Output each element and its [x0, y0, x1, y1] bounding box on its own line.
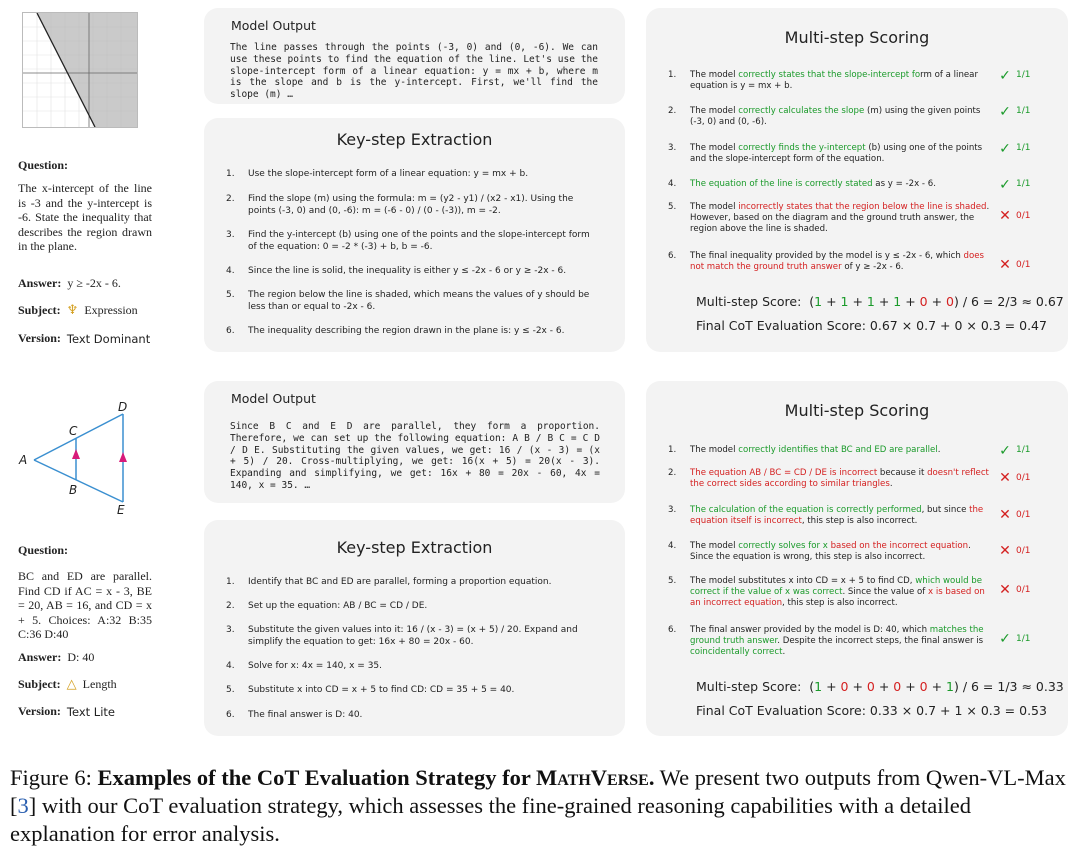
scoring-step: 2. The equation AB / BC = CD / DE is incorrect because it doesn't reflect the correct sides according to similar triangles. ✕ 0/1	[668, 468, 1046, 490]
correct-highlight: correctly identifies that BC and ED are parallel	[738, 445, 938, 455]
example2-extraction-panel	[204, 520, 625, 736]
vertex-label-a: A	[19, 453, 28, 467]
plain-text: The final answer provided by the model is D: 40, which	[690, 625, 930, 635]
subject-value: Expression	[84, 302, 138, 317]
final-cot-score: Final CoT Evaluation Score: 0.67 × 0.7 + 0 × 0.3 = 0.47	[696, 318, 1047, 333]
cross-icon: ✕	[999, 582, 1011, 598]
check-icon: ✓	[999, 443, 1011, 459]
scoring-step: 3. The calculation of the equation is correctly performed, but since the equation itself is incorrect, this step is also incorrect. ✕ 0/1	[668, 505, 1046, 527]
example2-question-text: BC and ED are parallel. Find CD if AC = x - 3, BE = 20, AB = 16, and CD = x + 5. Choices: A:32 B:35 C:36 D:40	[18, 569, 152, 641]
scoring-title: Multi-step Scoring	[784, 28, 930, 47]
extraction-step: 4. Since the line is solid, the inequality is either y ≤ -2x - 6 or y ≥ -2x - 6.	[226, 266, 567, 276]
plain-text: .	[937, 445, 941, 455]
model-output-title: Model Output	[231, 391, 316, 406]
cross-icon: ✕	[999, 257, 1011, 273]
extraction-step: 3. Find the y-intercept (b) using one of the points and the slope-intercept form of the equation: 0 = -2 * (-3) + b, b = -6.	[226, 230, 590, 252]
plain-text: . Since the equation is wrong, this step is also incorrect.	[690, 541, 971, 562]
scoring-step: 6. The final answer provided by the model is D: 40, which matches the ground truth answer. Despite the incorrect steps, the final answer is coincidentally correct. ✓ 1/1	[668, 625, 1046, 657]
version-value: Text Dominant	[66, 331, 151, 346]
subject-label: Subject:	[18, 676, 61, 691]
extraction-title: Key-step Extraction	[336, 538, 493, 557]
version-label: Version:	[18, 704, 61, 718]
scoring-step: 2. The model correctly calculates the slope (m) using the given points (-3, 0) and (0, -6). ✓ 1/1	[668, 106, 1046, 128]
example2-subject	[18, 676, 117, 692]
example1-scoring-panel	[646, 8, 1068, 352]
length-icon: △	[66, 676, 77, 691]
cross-icon: ✕	[999, 507, 1011, 523]
plain-text: .	[782, 646, 786, 657]
check-icon: ✓	[999, 68, 1011, 84]
extraction-title: Key-step Extraction	[336, 130, 493, 149]
scoring-step: 6. The final inequality provided by the model is y ≤ -2x - 6, which does not match the ground truth answer of y ≥ -2x - 6. ✕ 0/1	[668, 251, 1046, 273]
example1-question-label: Question:	[18, 158, 69, 172]
multi-step-score: Multi-step Score: (1 + 0 + 0 + 0 + 0 + 1) / 6 = 1/3 ≈ 0.33	[696, 679, 1064, 694]
version-label: Version:	[18, 331, 61, 345]
scoring-step: 4. The model correctly solves for x based on the incorrect equation. Since the equation is wrong, this step is also incorrect. ✕ 0/1	[668, 541, 1046, 563]
scoring-step: 1. The model correctly identifies that BC and ED are parallel. ✓ 1/1	[668, 445, 1046, 457]
step-score: 1/1	[1016, 179, 1031, 189]
vertex-label-c: C	[69, 424, 78, 438]
subject-label: Subject:	[18, 302, 61, 317]
incorrect-highlight: The equation AB / BC = CD / DE is incorrect	[690, 468, 878, 478]
vertex-label-d: D	[118, 400, 128, 414]
scoring-step: 3. The model correctly finds the y-intercept (b) using one of the points and the slope-intercept form of the equation. ✓ 1/1	[668, 143, 1046, 165]
answer-value: y ≥ -2x - 6.	[67, 276, 121, 290]
step-score: 1/1	[1016, 106, 1031, 116]
check-icon: ✓	[999, 631, 1011, 647]
step-score: 0/1	[1016, 546, 1031, 556]
answer-label: Answer:	[18, 276, 62, 290]
cross-icon: ✕	[999, 208, 1011, 224]
incorrect-highlight: x is based on an incorrect equation	[690, 586, 985, 608]
multi-step-score: Multi-step Score: (1 + 1 + 1 + 1 + 0 + 0) / 6 = 2/3 ≈ 0.67	[696, 294, 1064, 309]
example2-model-output-panel	[204, 381, 625, 503]
example2-diagram	[18, 398, 142, 516]
cross-icon: ✕	[999, 543, 1011, 559]
step-score: 0/1	[1016, 260, 1031, 270]
example1-graph	[22, 12, 138, 128]
extraction-step: 2. Set up the equation: AB / BC = CD / DE.	[226, 601, 428, 611]
extraction-step: 6. The final answer is D: 40.	[226, 710, 363, 720]
incorrect-highlight: the equation itself is incorrect	[690, 505, 984, 526]
figure-caption: Figure 6: Examples of the CoT Evaluation Strategy for MathVerse. We present two outputs from Qwen-VL-Max [3] with our CoT evaluation strategy, which assesses the fine-grained reasoning capabilities with a detailed explanation for error analysis.	[10, 765, 1066, 846]
example1-extraction-panel	[204, 118, 625, 352]
caption-title: Examples of the CoT Evaluation Strategy for MathVerse.	[97, 765, 655, 790]
plain-text: .	[889, 478, 893, 489]
answer-value: D: 40	[67, 650, 95, 664]
step-score: 1/1	[1016, 70, 1031, 80]
extraction-step: 1. Identify that BC and ED are parallel, forming a proportion equation.	[226, 577, 552, 587]
incorrect-highlight: based on the incorrect equation	[830, 541, 969, 551]
correct-highlight: coincidentally correct	[690, 646, 783, 657]
example2-version	[18, 704, 115, 719]
example1-version	[18, 331, 150, 346]
scoring-step: 4. The equation of the line is correctly stated as y = -2x - 6. ✓ 1/1	[668, 179, 1046, 191]
example1-model-output-panel	[204, 8, 625, 104]
plain-text: because it	[877, 468, 928, 478]
plain-text: , but since	[921, 505, 970, 515]
expression-icon: ♆	[66, 302, 79, 317]
step-score: 0/1	[1016, 585, 1031, 595]
plain-text: The model	[690, 541, 739, 551]
scoring-title: Multi-step Scoring	[784, 401, 930, 420]
plain-text: , this step is also incorrect.	[801, 515, 918, 526]
plain-text: . Despite the incorrect steps, the final answer is	[777, 635, 984, 646]
step-score: 0/1	[1016, 211, 1031, 221]
figure-label: Figure 6:	[10, 765, 92, 790]
correct-highlight: correctly solves for x	[738, 541, 828, 551]
plain-text: , this step is also incorrect.	[782, 597, 898, 608]
step-score: 1/1	[1016, 143, 1031, 153]
step-score: 1/1	[1016, 445, 1031, 455]
cross-icon: ✕	[999, 470, 1011, 486]
example1-subject	[18, 302, 138, 318]
step-score: 0/1	[1016, 510, 1031, 520]
example1-answer	[18, 276, 121, 291]
answer-label: Answer:	[18, 650, 62, 664]
version-value: Text Lite	[66, 704, 115, 719]
correct-highlight: which would be correct if the value of x was correct	[690, 576, 983, 597]
extraction-step: 5. The region below the line is shaded, which means the values of y should be less than or equal to -2x - 6.	[226, 290, 590, 312]
example2-scoring-panel	[646, 381, 1068, 736]
model-output-text: The line passes through the points (-3, 0) and (0, -6). We can use these points to find the equation of the line. Let's use the slope-intercept form of a linear equation: y = mx + b, where m is the slope and b is the y-intercept. First, we'll find the slope (m) …	[230, 42, 598, 101]
vertex-label-b: B	[69, 483, 78, 497]
check-icon: ✓	[999, 141, 1011, 157]
plain-text: The model	[690, 445, 739, 455]
extraction-step: 6. The inequality describing the region drawn in the plane is: y ≤ -2x - 6.	[226, 326, 565, 336]
correct-highlight: The calculation of the equation is correctly performed	[690, 505, 922, 515]
model-output-text: Since B C and E D are parallel, they form a proportion. Therefore, we can set up the following equation: A B / B C = C D / D E. Substituting the given values, we get: 16 / (x - 3) = (x + 5) / 20. Cross-multiplying, we get: 16(x + 5) = 20(x - 3). Expanding and simplifying, we get: 16x + 80 = 20x - 60, 4x = 140, x = 35. …	[230, 421, 600, 491]
citation-link[interactable]: 3	[17, 793, 29, 818]
check-icon: ✓	[999, 104, 1011, 120]
extraction-step: 5. Substitute x into CD = x + 5 to find CD: CD = 35 + 5 = 40.	[226, 685, 515, 695]
example2-question-label: Question:	[18, 543, 69, 557]
check-icon: ✓	[999, 177, 1011, 193]
scoring-step: 5. The model substitutes x into CD = x + 5 to find CD, which would be correct if the value of x was correct. Since the value of x is based on an incorrect equation, this step is also incorrect. ✕ 0/1	[668, 576, 1046, 608]
scoring-step: 5. The model incorrectly states that the region below the line is shaded. However, based on the diagram and the ground truth answer, the region above the line is shaded. ✕ 0/1	[668, 202, 1046, 234]
correct-highlight: matches the ground truth answer	[690, 625, 984, 646]
plain-text: The model substitutes x into CD = x + 5 to find CD,	[690, 576, 916, 586]
plain-text: . Since the value of	[842, 586, 928, 597]
example2-answer	[18, 650, 94, 665]
incorrect-highlight: doesn't reflect the correct sides according to similar triangles	[690, 468, 989, 489]
extraction-step: 4. Solve for x: 4x = 140, x = 35.	[226, 661, 383, 671]
scoring-step: 1. The model correctly states that the slope-intercept form of a linear equation is y = mx + b. ✓ 1/1	[668, 70, 1046, 92]
step-score: 0/1	[1016, 473, 1031, 483]
step-score: 1/1	[1016, 634, 1031, 644]
final-cot-score: Final CoT Evaluation Score: 0.33 × 0.7 + 1 × 0.3 = 0.53	[696, 703, 1047, 718]
example1-question-text: The x-intercept of the line is -3 and the y-intercept is -6. State the inequality that describes the region drawn in the plane.	[18, 181, 152, 253]
extraction-step: 3. Substitute the given values into it: 16 / (x - 3) = (x + 5) / 20. Expand and simplify the equation to get: 16x + 80 = 20x - 60.	[226, 625, 578, 647]
extraction-step: 1. Use the slope-intercept form of a linear equation: y = mx + b.	[226, 169, 529, 179]
extraction-step: 2. Find the slope (m) using the formula: m = (y2 - y1) / (x2 - x1). Using the points (-3, 0) and (0, -6): m = (-6 - 0) / (0 - (-3)), m = -2.	[226, 194, 574, 216]
vertex-label-e: E	[117, 503, 125, 516]
model-output-title: Model Output	[231, 18, 316, 33]
subject-value: Length	[82, 676, 117, 691]
